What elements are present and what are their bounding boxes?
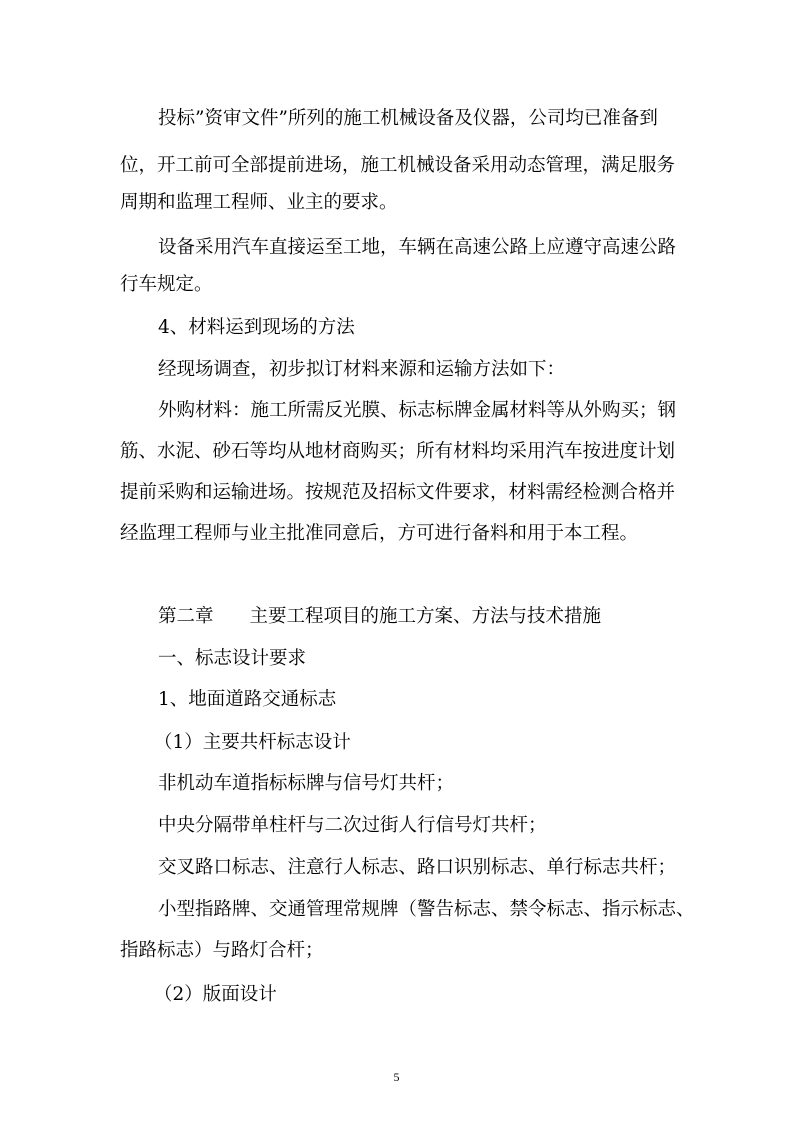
paragraph-materials-line-2: 筋、水泥、砂石等均从地材商购买；所有材料均采用汽车按进度计划: [120, 441, 676, 462]
paragraph-materials-line-1: 外购材料：施工所需反光膜、标志标牌金属材料等从外购买；钢: [158, 400, 677, 421]
paragraph-survey: 经现场调查，初步拟订材料来源和运输方法如下：: [158, 359, 566, 380]
item-9: （2）版面设计: [154, 984, 277, 1005]
paragraph-materials-line-4: 经监理工程师与业主批准同意后，方可进行备料和用于本工程。: [120, 523, 639, 544]
item-1: 一、标志设计要求: [158, 648, 307, 669]
paragraph-1-line-3: 周期和监理工程师、业主的要求。: [120, 192, 398, 213]
chapter-heading: [158, 604, 601, 630]
item-7: 小型指路牌、交通管理常规牌（警告标志、禁令标志、指示标志、: [158, 899, 695, 920]
chapter-title: 主要工程项目的施工方案、方法与技术措施: [249, 606, 602, 627]
paragraph-1-line-2: 位，开工前可全部提前进场，施工机械设备采用动态管理，满足服务: [120, 155, 676, 176]
section-heading-4: 4、材料运到现场的方法: [158, 317, 355, 338]
item-8: 指路标志）与路灯合杆；: [120, 940, 324, 961]
item-3: （1）主要共杆标志设计: [154, 732, 351, 753]
item-5: 中央分隔带单柱杆与二次过街人行信号灯共杆；: [158, 815, 547, 836]
paragraph-materials-line-3: 提前采购和运输进场。按规范及招标文件要求，材料需经检测合格并: [120, 482, 676, 503]
paragraph-1-line-1: 投标”资审文件”所列的施工机械设备及仪器，公司均已准备到: [158, 108, 658, 129]
item-2: 1、地面道路交通标志: [158, 689, 337, 710]
page-number: 5: [393, 1070, 400, 1084]
paragraph-2-line-2: 行车规定。: [120, 274, 213, 295]
chapter-number: 第二章: [158, 606, 214, 627]
item-4: 非机动车道指标标牌与信号灯共杆；: [158, 773, 455, 794]
item-6: 交叉路口标志、注意行人标志、路口识别标志、单行标志共杆；: [158, 857, 677, 878]
paragraph-2-line-1: 设备采用汽车直接运至工地，车辆在高速公路上应遵守高速公路: [158, 237, 677, 258]
